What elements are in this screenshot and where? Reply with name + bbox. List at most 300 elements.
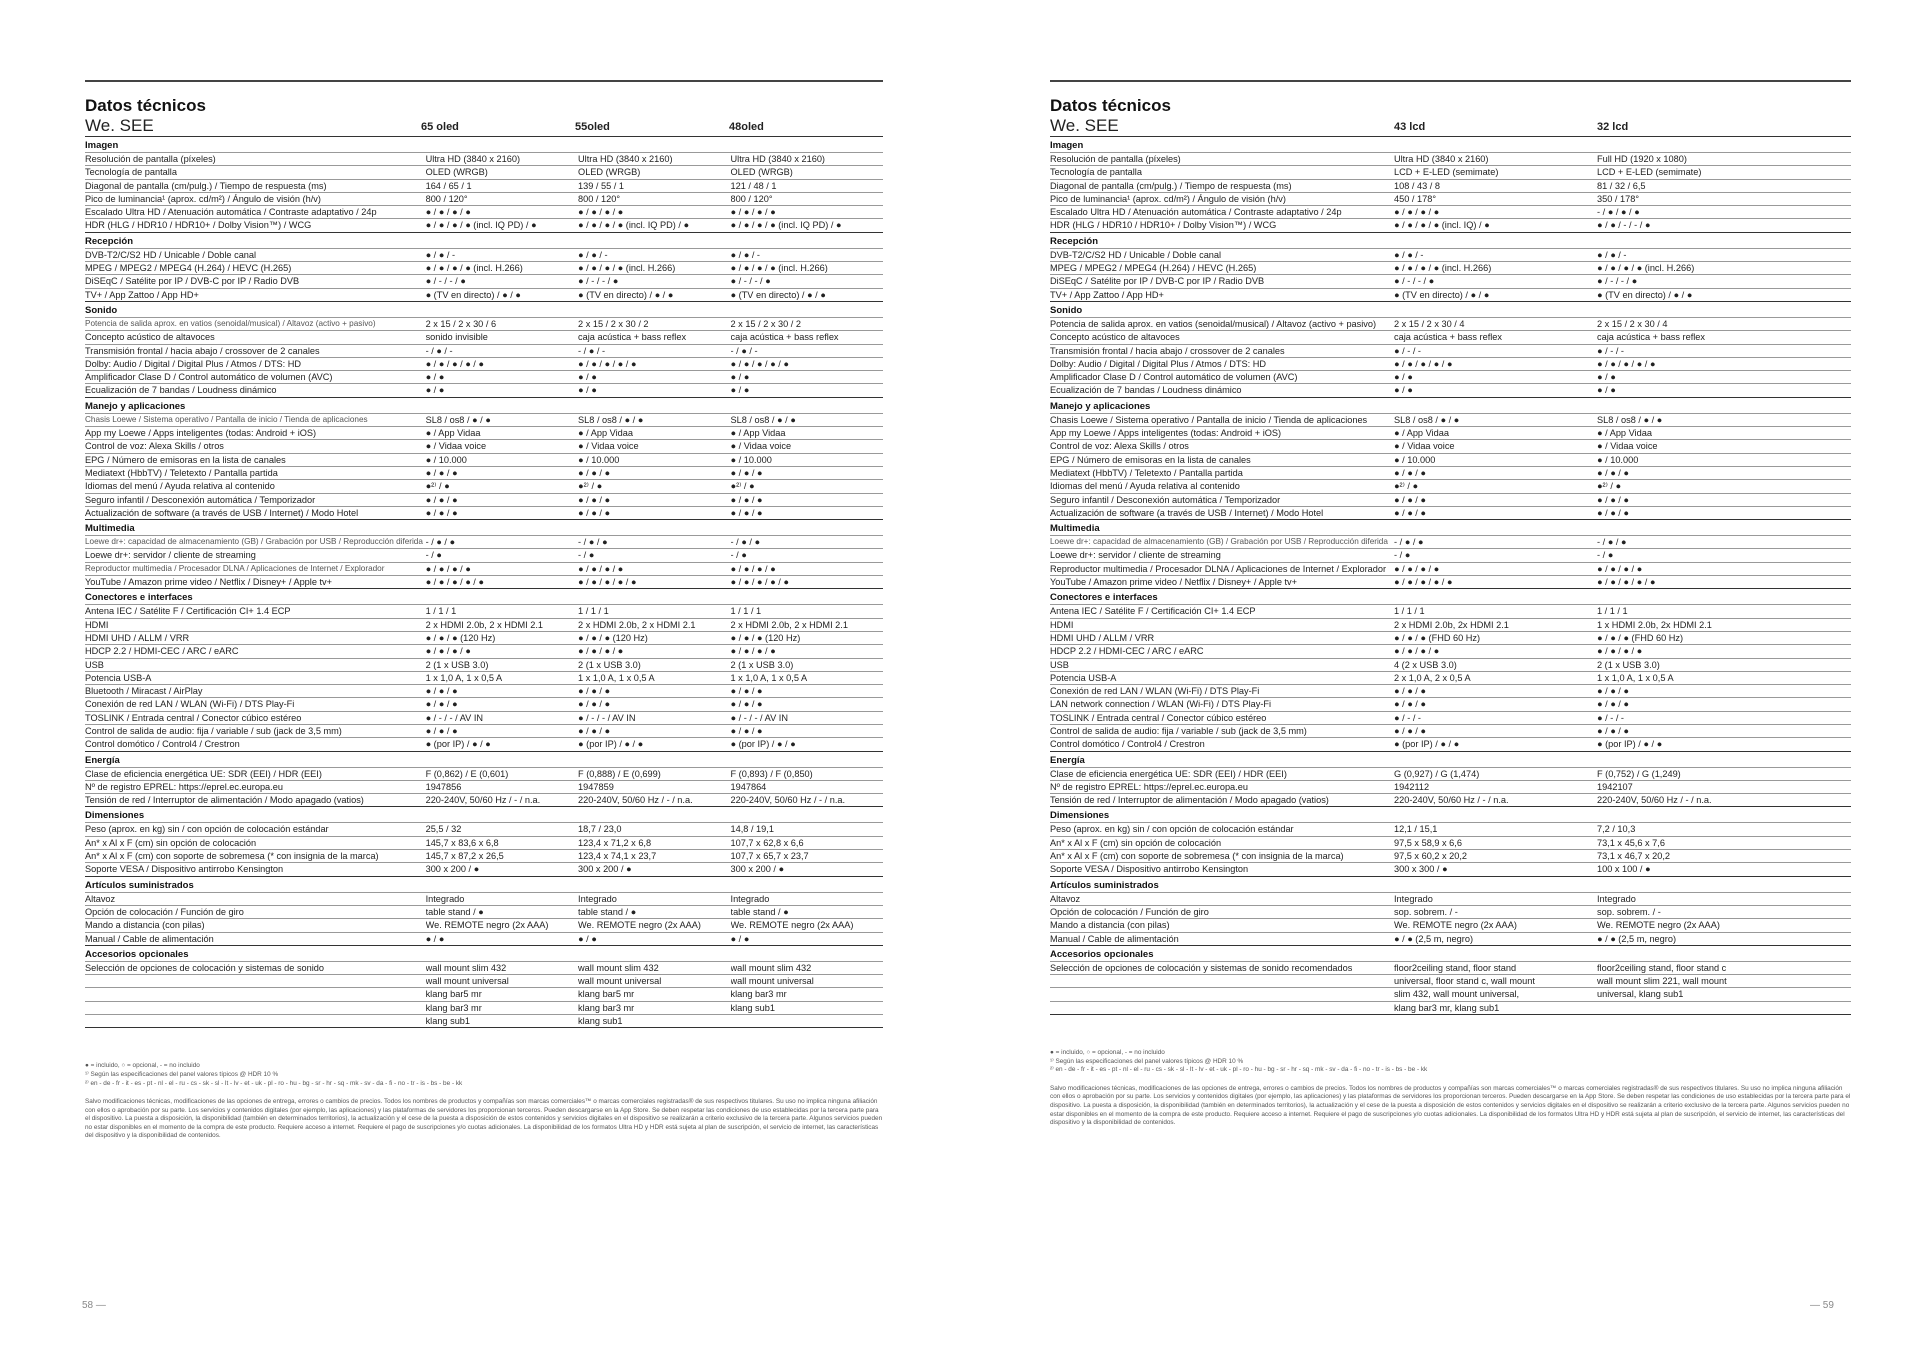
- row-value: ● / ● / -: [578, 249, 608, 260]
- row-label: Control domótico / Control4 / Crestron: [85, 739, 240, 750]
- table-row: [1050, 317, 1851, 330]
- section-title: Accesorios opcionales: [85, 945, 883, 961]
- row-value: - / ● / -: [425, 345, 453, 356]
- row-value: ● / ● / ●: [578, 507, 611, 518]
- table-row: [1050, 165, 1851, 178]
- row-label: Altavoz: [85, 893, 116, 904]
- row-value: ● / ● / ●: [1597, 686, 1629, 697]
- row-value: ● / ● / ● (FHD 60 Hz): [1394, 632, 1481, 643]
- row-value: ● / - / - / ●: [578, 276, 619, 287]
- section-title: Conectores e interfaces: [85, 588, 883, 604]
- table-row: [85, 165, 883, 178]
- row-value: Ultra HD (3840 x 2160): [425, 154, 521, 164]
- row-value: ● / ● / ●: [1597, 507, 1629, 518]
- row-value: 220-240V, 50/60 Hz / - / n.a.: [1394, 795, 1509, 806]
- row-value: - / ● / -: [730, 345, 758, 356]
- table-row: [1050, 892, 1851, 905]
- row-value: ● / ● / ● / ● / ●: [730, 577, 789, 588]
- row-value: ● / ● / ●: [578, 494, 611, 505]
- row-value: ● / ● / ● / ● / ●: [1597, 358, 1656, 369]
- row-label: Pico de luminancia¹ (aprox. cd/m²) / Ángulo de visión (h/v): [1050, 193, 1286, 204]
- table-row: [1050, 152, 1851, 165]
- spec-section: [1050, 751, 1851, 807]
- table-row: [1050, 684, 1851, 697]
- row-value: ●²⁾ / ●: [730, 481, 755, 492]
- row-label: Loewe dr+: servidor / cliente de streaming: [1050, 550, 1221, 561]
- table-row: [85, 1014, 883, 1027]
- row-label: HDMI: [1050, 619, 1074, 630]
- row-label: Mediatext (HbbTV) / Teletexto / Pantalla partida: [85, 467, 278, 478]
- row-label: An* x Al x F (cm) sin opción de colocación: [85, 837, 257, 848]
- legend-line: ¹⁾ Según las especificaciones del panel valores típicos @ HDR 10 %: [85, 1070, 279, 1078]
- spec-section: [1050, 806, 1851, 875]
- page-subtitle: We. SEE: [1050, 116, 1119, 135]
- row-value: 220-240V, 50/60 Hz / - / n.a.: [1597, 795, 1712, 806]
- row-value: ● / - / -: [1597, 345, 1624, 356]
- row-value: ● / ● / ● (120 Hz): [578, 632, 648, 643]
- spec-section: [85, 751, 883, 807]
- row-value: ● / ● / ● / ● (incl. IQ) / ●: [1394, 220, 1490, 231]
- table-row: [85, 961, 883, 974]
- row-value: klang bar3 mr: [730, 989, 787, 1000]
- table-row: [1050, 918, 1851, 931]
- row-value: ● / ● / ● / ● / ●: [730, 358, 789, 369]
- row-value: ● / ● / ● / ● (incl. H.266): [730, 263, 828, 274]
- row-value: wall mount slim 221, wall mount: [1597, 976, 1727, 987]
- row-value: ● / 10.000: [730, 454, 772, 465]
- row-value: 1947864: [730, 781, 767, 792]
- row-value: 2 (1 x USB 3.0): [1597, 659, 1660, 670]
- row-label: YouTube / Amazon prime video / Netflix / Disney+ / Apple tv+: [85, 577, 333, 588]
- row-value: sonido invisible: [425, 332, 488, 343]
- table-row: [1050, 822, 1851, 835]
- table-row: [85, 274, 883, 287]
- row-value: 1 x 1,0 A, 1 x 0,5 A: [578, 672, 655, 683]
- row-value: We. REMOTE negro (2x AAA): [1394, 920, 1517, 931]
- row-value: ● / ● / ●: [1394, 494, 1426, 505]
- spec-section: [1050, 519, 1851, 588]
- row-value: ● / ● / ● / ●: [1394, 563, 1440, 574]
- row-label: HDMI UHD / ALLM / VRR: [1050, 632, 1155, 643]
- row-label: Potencia de salida aprox. en vatios (senoidal/musical) / Altavoz (activo + pasivo): [1050, 318, 1377, 329]
- row-value: 108 / 43 / 8: [1394, 180, 1440, 191]
- spec-section: [1050, 397, 1851, 519]
- row-label: HDCP 2.2 / HDMI-CEC / ARC / eARC: [85, 646, 239, 657]
- row-value: ● / ● / ● / ●: [578, 563, 624, 574]
- row-value: 300 x 200 / ●: [730, 864, 785, 875]
- footnotes: [85, 1062, 883, 1141]
- row-value: ● / App Vidaa: [425, 428, 481, 439]
- row-value: ● / - / -: [1597, 712, 1624, 723]
- row-value: 1947856: [425, 781, 462, 792]
- row-value: - / ● / ● / ●: [1597, 207, 1640, 218]
- row-value: ● / ● / ●: [1394, 699, 1426, 710]
- row-value: ● / ● / ●: [1597, 725, 1629, 736]
- row-value: ● / App Vidaa: [578, 428, 633, 439]
- table-row: [85, 370, 883, 383]
- table-row: [85, 671, 883, 684]
- row-value: ● / ● / ●: [1394, 507, 1426, 518]
- row-label: Clase de eficiencia energética UE: SDR (EEI) / HDR (EEI): [85, 768, 322, 779]
- right-page: [1050, 80, 1851, 1128]
- row-label: Resolución de pantalla (píxeles): [1050, 154, 1181, 164]
- row-label: Loewe dr+: capacidad de almacenamiento (GB) / Grabación por USB / Reproducción diferida: [85, 537, 423, 547]
- row-value: 2 x HDMI 2.0b, 2 x HDMI 2.1: [425, 619, 544, 630]
- table-row: [85, 604, 883, 617]
- table-row: [1050, 548, 1851, 561]
- row-value: wall mount universal: [730, 976, 814, 987]
- table-row: [85, 1001, 883, 1014]
- table-row: [1050, 767, 1851, 780]
- table-row: [1050, 370, 1851, 383]
- row-value: ● / ● / ● / ●: [578, 207, 624, 218]
- row-value: 800 / 120°: [730, 193, 773, 204]
- row-label: Dolby: Audio / Digital / Digital Plus / Atmos / DTS: HD: [85, 358, 301, 369]
- row-label: Selección de opciones de colocación y sistemas de sonido recomendados: [1050, 962, 1353, 973]
- spec-section: [85, 397, 883, 519]
- table-row: [85, 479, 883, 492]
- table-row: [85, 466, 883, 479]
- row-label: Control de voz: Alexa Skills / otros: [1050, 441, 1189, 452]
- row-value: 2 (1 x USB 3.0): [730, 659, 794, 670]
- row-label: Conexión de red LAN / WLAN (Wi-Fi) / DTS Play-Fi: [1050, 686, 1260, 697]
- row-value: ● / ● / ●: [730, 467, 763, 478]
- table-row: [1050, 218, 1851, 231]
- row-label: Reproductor multimedia / Procesador DLNA / Aplicaciones de Internet / Explorador: [1050, 563, 1387, 574]
- row-value: ● / ● / ●: [730, 494, 763, 505]
- table-row: [1050, 506, 1851, 519]
- row-value: ● / ●: [425, 372, 445, 383]
- row-value: Ultra HD (3840 x 2160): [1394, 154, 1489, 164]
- table-row: [85, 711, 883, 724]
- table-row: [85, 453, 883, 466]
- row-value: ● / ● / ● / ● (incl. IQ PD) / ●: [730, 220, 842, 231]
- row-value: - / ●: [425, 550, 442, 561]
- row-label: Ecualización de 7 bandas / Loudness dinámico: [1050, 385, 1242, 396]
- spec-header: [85, 82, 883, 136]
- row-label: LAN network connection / WLAN (Wi-Fi) / DTS Play-Fi: [1050, 699, 1272, 710]
- row-value: Integrado: [578, 893, 617, 904]
- row-value: ● / ● / ● / ●: [1394, 207, 1440, 218]
- row-value: klang sub1: [425, 1016, 471, 1027]
- row-value: 25,5 / 32: [425, 824, 462, 835]
- table-row: [1050, 466, 1851, 479]
- table-row: [1050, 793, 1851, 806]
- row-value: 300 x 200 / ●: [425, 864, 480, 875]
- row-value: wall mount slim 432: [730, 962, 812, 973]
- row-label: HDMI: [85, 619, 109, 630]
- row-label: Chasis Loewe / Sistema operativo / Pantalla de inicio / Tienda de aplicaciones: [1050, 414, 1368, 425]
- row-value: 220-240V, 50/60 Hz / - / n.a.: [425, 795, 541, 806]
- row-value: ● / ● / ●: [578, 725, 611, 736]
- row-value: 164 / 65 / 1: [425, 180, 472, 191]
- row-value: 1 / 1 / 1: [1394, 606, 1425, 617]
- row-value: ● / - / - / AV IN: [730, 712, 788, 723]
- row-value: ● / ● / ●: [578, 686, 611, 697]
- row-value: 107,7 x 62,8 x 6,6: [730, 837, 804, 848]
- column-header: 43 lcd: [1394, 121, 1426, 133]
- row-value: 2 x 15 / 2 x 30 / 2: [578, 318, 649, 329]
- table-row: [85, 548, 883, 561]
- spec-section: [1050, 876, 1851, 945]
- table-row: [1050, 697, 1851, 710]
- row-value: ● / ● / ● / ● / ●: [1597, 577, 1656, 588]
- table-row: [1050, 330, 1851, 343]
- table-row: [85, 218, 883, 231]
- row-value: 73,1 x 45,6 x 7,6: [1597, 837, 1665, 848]
- row-value: ● / ● / ● (120 Hz): [730, 632, 801, 643]
- row-value: ● / ● / ● / ● / ●: [425, 577, 484, 588]
- row-value: 350 / 178°: [1597, 193, 1639, 204]
- row-value: OLED (WRGB): [578, 167, 641, 178]
- row-value: SL8 / os8 / ● / ●: [1597, 414, 1663, 425]
- table-row: [85, 288, 883, 301]
- row-value: ● / ●: [1597, 372, 1616, 383]
- row-value: 1 / 1 / 1: [578, 606, 609, 617]
- table-row: [1050, 724, 1851, 737]
- table-row: [85, 575, 883, 588]
- table-row: [85, 644, 883, 657]
- legend: [1050, 1049, 1851, 1075]
- row-value: klang bar5 mr: [425, 989, 482, 1000]
- row-label: Tensión de red / Interruptor de alimentación / Modo apagado (vatios): [1050, 795, 1329, 806]
- page-title: Datos técnicos: [1050, 96, 1171, 115]
- row-value: ● / ● / -: [1394, 249, 1424, 260]
- row-value: ● / ● / ● / ● (incl. H.266): [1597, 263, 1695, 274]
- row-value: ● / ● / ●: [425, 507, 458, 518]
- row-value: ● / ● / ●: [1394, 686, 1426, 697]
- row-value: 300 x 300 / ●: [1394, 864, 1448, 875]
- row-value: 1 / 1 / 1: [1597, 606, 1628, 617]
- row-value: 100 x 100 / ●: [1597, 864, 1651, 875]
- row-label: USB: [1050, 659, 1069, 670]
- table-row: [85, 179, 883, 192]
- section-title: Dimensiones: [85, 806, 883, 822]
- column-header: 55oled: [575, 121, 610, 133]
- column-header: 48oled: [729, 121, 764, 133]
- row-label: Chasis Loewe / Sistema operativo / Pantalla de inicio / Tienda de aplicaciones: [85, 414, 368, 424]
- row-value: sop. sobrem. / -: [1394, 906, 1458, 917]
- table-row: [85, 822, 883, 835]
- spec-section: [85, 232, 883, 301]
- row-label: USB: [85, 659, 104, 670]
- row-value: Ultra HD (3840 x 2160): [730, 154, 825, 164]
- row-value: ● / ● / ● / ● / ●: [1394, 358, 1453, 369]
- row-value: SL8 / os8 / ● / ●: [730, 414, 796, 425]
- row-label: Loewe dr+: servidor / cliente de streaming: [85, 550, 256, 561]
- table-row: [85, 248, 883, 261]
- section-title: Recepción: [1050, 232, 1851, 248]
- section-title: Manejo y aplicaciones: [1050, 397, 1851, 413]
- row-value: ● / Vidaa voice: [1394, 441, 1455, 452]
- row-label: Transmisión frontal / hacia abajo / crossover de 2 canales: [1050, 345, 1285, 356]
- row-value: table stand / ●: [578, 906, 637, 917]
- table-row: [1050, 932, 1851, 945]
- row-value: ●²⁾ / ●: [425, 481, 450, 492]
- row-value: ● / ● / ● / ● (incl. H.266): [1394, 263, 1492, 274]
- spec-table: [85, 136, 883, 1027]
- page-title: Datos técnicos: [85, 96, 206, 115]
- table-row: [85, 631, 883, 644]
- table-row: [85, 357, 883, 370]
- table-row: [85, 697, 883, 710]
- row-label: Nº de registro EPREL: https://eprel.ec.europa.eu: [85, 781, 283, 792]
- row-label: Idiomas del menú / Ayuda relativa al contenido: [85, 481, 275, 492]
- row-label: Opción de colocación / Función de giro: [85, 906, 244, 917]
- row-label: Mando a distancia (con pilas): [85, 920, 205, 931]
- row-value: ● (por IP) / ● / ●: [1394, 739, 1460, 750]
- row-value: ● / App Vidaa: [1394, 428, 1449, 439]
- row-value: 12,1 / 15,1: [1394, 824, 1438, 835]
- row-value: ● (TV en directo) / ● / ●: [1597, 289, 1693, 300]
- row-value: ● / ●: [578, 933, 597, 944]
- row-label: DiSEqC / Satélite por IP / DVB-C por IP / Radio DVB: [1050, 276, 1265, 287]
- row-label: Antena IEC / Satélite F / Certificación CI+ 1.4 ECP: [1050, 606, 1256, 617]
- row-label: Dolby: Audio / Digital / Digital Plus / Atmos / DTS: HD: [1050, 358, 1266, 369]
- row-label: Peso (aprox. en kg) sin / con opción de colocación estándar: [1050, 824, 1294, 835]
- row-label: Manual / Cable de alimentación: [1050, 933, 1179, 944]
- row-value: 18,7 / 23,0: [578, 824, 622, 835]
- row-value: ● (por IP) / ● / ●: [425, 739, 491, 750]
- row-value: F (0,752) / G (1,249): [1597, 768, 1681, 779]
- bottom-rule: [1050, 1014, 1851, 1015]
- table-row: [1050, 862, 1851, 875]
- table-row: [85, 317, 883, 330]
- row-value: ● (TV en directo) / ● / ●: [425, 289, 521, 300]
- section-title: Imagen: [85, 136, 883, 152]
- row-value: ● / ●: [730, 372, 750, 383]
- spec-table: [1050, 136, 1851, 1014]
- row-value: SL8 / os8 / ● / ●: [425, 414, 491, 425]
- section-title: Recepción: [85, 232, 883, 248]
- row-value: - / ● / ●: [1394, 537, 1424, 548]
- table-row: [85, 724, 883, 737]
- row-value: LCD + E-LED (semimate): [1597, 167, 1702, 178]
- row-label: DVB-T2/C/S2 HD / Unicable / Doble canal: [85, 249, 257, 260]
- row-label: App my Loewe / Apps inteligentes (todas: Android + iOS): [85, 428, 317, 439]
- row-value: ● / ● / ● / ●: [578, 646, 624, 657]
- table-row: [1050, 383, 1851, 396]
- bottom-rule: [85, 1027, 883, 1028]
- row-value: ● / ● / ● / ● / ●: [578, 577, 637, 588]
- row-value: 2 x 15 / 2 x 30 / 2: [730, 318, 801, 329]
- section-title: Manejo y aplicaciones: [85, 397, 883, 413]
- column-header: 32 lcd: [1597, 121, 1629, 133]
- table-row: [1050, 192, 1851, 205]
- row-value: floor2ceiling stand, floor stand c: [1597, 962, 1727, 973]
- row-value: ● / ● / ● (120 Hz): [425, 632, 496, 643]
- spec-header: [1050, 82, 1851, 136]
- table-row: [1050, 604, 1851, 617]
- column-headers: [421, 120, 883, 136]
- row-label: Peso (aprox. en kg) sin / con opción de colocación estándar: [85, 824, 329, 835]
- row-value: We. REMOTE negro (2x AAA): [578, 920, 701, 931]
- table-row: [85, 439, 883, 452]
- table-row: [1050, 357, 1851, 370]
- row-label: Tensión de red / Interruptor de alimentación / Modo apagado (vatios): [85, 795, 364, 806]
- row-value: 97,5 x 60,2 x 20,2: [1394, 851, 1468, 862]
- row-value: ● / ● / -: [1597, 249, 1627, 260]
- table-row: [1050, 575, 1851, 588]
- row-value: 7,2 / 10,3: [1597, 824, 1636, 835]
- row-value: ● / ●: [1597, 385, 1616, 396]
- row-value: ● / ● / ●: [1394, 725, 1426, 736]
- row-value: slim 432, wall mount universal,: [1394, 989, 1520, 1000]
- page-number-right: — 59: [1810, 1300, 1834, 1311]
- row-value: ● (TV en directo) / ● / ●: [730, 289, 826, 300]
- row-value: klang sub1: [730, 1002, 775, 1013]
- row-value: ● / ● / ● / ●: [730, 646, 776, 657]
- row-value: ● / ● (2,5 m, negro): [1394, 933, 1474, 944]
- row-value: ● / ●: [578, 372, 597, 383]
- row-value: ● / ● / ● (FHD 60 Hz): [1597, 632, 1684, 643]
- row-value: ● / App Vidaa: [1597, 428, 1652, 439]
- section-title: Imagen: [1050, 136, 1851, 152]
- row-label: YouTube / Amazon prime video / Netflix / Disney+ / Apple tv+: [1050, 577, 1298, 588]
- row-value: We. REMOTE negro (2x AAA): [1597, 920, 1720, 931]
- row-value: 145,7 x 87,2 x 26,5: [425, 851, 504, 862]
- table-row: [85, 932, 883, 945]
- spec-section: [1050, 232, 1851, 301]
- row-value: ● / ● (2,5 m, negro): [1597, 933, 1677, 944]
- table-row: [1050, 179, 1851, 192]
- row-label: Conexión de red LAN / WLAN (Wi-Fi) / DTS Play-Fi: [85, 699, 295, 710]
- row-label: An* x Al x F (cm) con soporte de sobremesa (* con insignia de la marca): [1050, 851, 1344, 862]
- column-header: 65 oled: [421, 121, 459, 133]
- section-title: Sonido: [85, 301, 883, 317]
- row-label: Control de voz: Alexa Skills / otros: [85, 441, 224, 452]
- row-value: ● / ● / ● / ●: [425, 563, 471, 574]
- table-row: [1050, 261, 1851, 274]
- row-value: ● / Vidaa voice: [425, 441, 487, 452]
- row-value: wall mount slim 432: [425, 962, 507, 973]
- row-label: Diagonal de pantalla (cm/pulg.) / Tiempo de respuesta (ms): [85, 180, 327, 191]
- table-row: [1050, 631, 1851, 644]
- table-row: [1050, 644, 1851, 657]
- row-value: ● / Vidaa voice: [578, 441, 639, 452]
- row-value: ● (TV en directo) / ● / ●: [578, 289, 674, 300]
- spec-section: [1050, 588, 1851, 750]
- row-value: ● / - / - / AV IN: [578, 712, 636, 723]
- row-value: 145,7 x 83,6 x 6,8: [425, 837, 499, 848]
- row-label: Actualización de software (a través de USB / Internet) / Modo Hotel: [1050, 507, 1324, 518]
- spec-section: [85, 136, 883, 232]
- table-row: [85, 506, 883, 519]
- row-value: ● / - / - / ●: [730, 276, 771, 287]
- table-row: [1050, 711, 1851, 724]
- row-value: 1947859: [578, 781, 614, 792]
- title-block: [85, 96, 421, 136]
- row-label: Antena IEC / Satélite F / Certificación CI+ 1.4 ECP: [85, 606, 291, 617]
- row-value: Integrado: [1394, 893, 1433, 904]
- row-value: ● / ●: [425, 385, 445, 396]
- row-label: Potencia de salida aprox. en vatios (senoidal/musical) / Altavoz (activo + pasivo): [85, 318, 376, 328]
- row-value: 1 x 1,0 A, 1 x 0,5 A: [730, 672, 808, 683]
- row-value: 2 (1 x USB 3.0): [578, 659, 641, 670]
- row-value: ● / ● / ● / ●: [730, 563, 776, 574]
- row-value: universal, klang sub1: [1597, 989, 1684, 1000]
- row-value: Integrado: [425, 893, 465, 904]
- footnotes: [1050, 1049, 1851, 1128]
- row-value: ● / ● / ● / ● / ●: [1394, 577, 1453, 588]
- row-value: 1942107: [1597, 781, 1633, 792]
- row-label: HDR (HLG / HDR10 / HDR10+ / Dolby Vision™) / WCG: [85, 220, 312, 231]
- table-row: [1050, 562, 1851, 575]
- row-value: 2 x 1,0 A, 2 x 0,5 A: [1394, 672, 1471, 683]
- spec-section: [85, 519, 883, 588]
- section-title: Dimensiones: [1050, 806, 1851, 822]
- row-value: table stand / ●: [425, 906, 484, 917]
